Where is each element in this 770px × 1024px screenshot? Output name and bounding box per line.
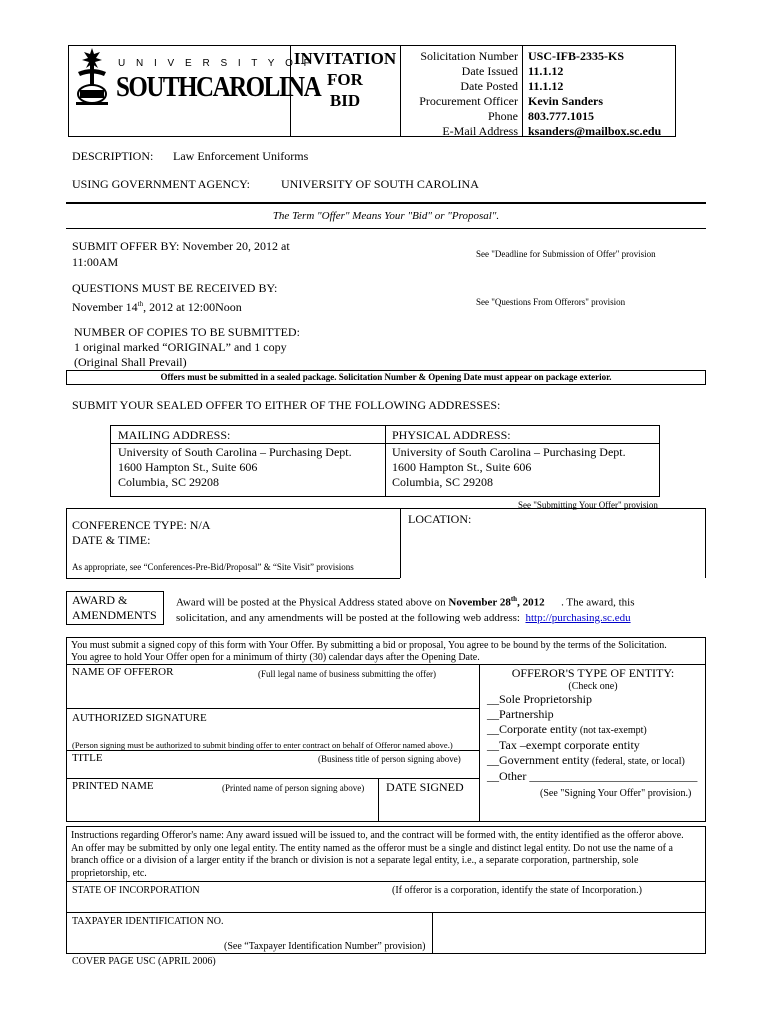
award-text — [176, 592, 635, 626]
name-of-offeror-label: NAME OF OFFEROR — [72, 666, 174, 678]
conference-type: CONFERENCE TYPE: N/A — [72, 518, 211, 532]
entity-option-note: (not tax-exempt) — [577, 725, 647, 736]
title-line-2: FOR — [327, 70, 363, 89]
copies-line-2: 1 original marked “ORIGINAL” and 1 copy — [74, 340, 287, 354]
title-hint: (Business title of person signing above) — [318, 754, 461, 764]
entity-option-tax-exempt[interactable] — [487, 738, 697, 753]
entity-option-other[interactable] — [487, 769, 697, 784]
printed-name-field[interactable] — [72, 796, 372, 818]
copies-line-3: (Original Shall Prevail) — [74, 355, 187, 369]
submit-offer-note: See "Deadline for Submission of Offer" provision — [476, 249, 656, 259]
info-labels — [402, 49, 518, 139]
state-of-incorporation-label: STATE OF INCORPORATION — [72, 885, 200, 896]
printed-name-hint: (Printed name of person signing above) — [222, 783, 365, 793]
state-of-incorporation-field[interactable] — [72, 898, 692, 910]
entity-option-label: Government entity — [499, 753, 590, 767]
phone-label: Phone — [488, 109, 518, 123]
email-value[interactable]: ksanders@mailbox.sc.edu — [528, 124, 662, 138]
description-label: DESCRIPTION: — [72, 149, 154, 163]
mailing-line-2: 1600 Hampton St., Suite 606 — [118, 460, 258, 474]
authorized-signature-field[interactable] — [72, 726, 472, 738]
physical-address-lines — [392, 445, 626, 490]
submit-offer-by — [72, 238, 290, 270]
name-of-offeror-hint: (Full legal name of business submitting the offer) — [258, 669, 437, 679]
entity-option-label: Other ____________________________ — [499, 769, 698, 783]
mailing-address-lines — [118, 445, 352, 490]
mailing-line-3: Columbia, SC 29208 — [118, 475, 220, 489]
date-posted-value: 11.1.12 — [528, 79, 564, 93]
authorized-signature-label: AUTHORIZED SIGNATURE — [72, 712, 207, 724]
date-posted-label: Date Posted — [460, 79, 518, 93]
signed-notice-line-1: You must submit a signed copy of this form with Your Offer. By submitting a bid or proposal, You agree to be bound by the terms of the Solicitation. — [71, 640, 667, 651]
mailing-address-label: MAILING ADDRESS: — [118, 428, 231, 442]
questions-line-1: QUESTIONS MUST BE RECEIVED BY: — [72, 281, 278, 295]
entity-checkbox[interactable]: __ — [487, 722, 499, 736]
description-value: Law Enforcement Uniforms — [173, 149, 309, 163]
taxpayer-id-hint: (See “Taxpayer Identification Number” provision) — [224, 941, 426, 952]
instructions-line-2: An offer may be submitted by only one legal entity. The entity named as the offeror must be a single and distinct legal entity. Do not use the name of a — [71, 842, 673, 854]
award-year: , 2012 — [517, 596, 545, 609]
award-text-pre: Award will be posted at the Physical Address stated above on — [176, 596, 449, 609]
agency-value: UNIVERSITY OF SOUTH CAROLINA — [281, 177, 479, 191]
entity-checkbox[interactable]: __ — [487, 769, 499, 783]
purchasing-link[interactable]: http://purchasing.sc.edu — [525, 611, 631, 624]
award-date: November 28 — [448, 596, 511, 609]
date-issued-value: 11.1.12 — [528, 64, 564, 78]
procurement-officer-label: Procurement Officer — [419, 94, 518, 108]
questions-line-2 — [72, 296, 277, 315]
entity-heading: OFFEROR'S TYPE OF ENTITY: — [511, 666, 675, 680]
entity-checkbox[interactable]: __ — [487, 692, 499, 706]
footer-form-id: COVER PAGE USC (APRIL 2006) — [72, 956, 216, 967]
logo-top-text: U N I V E R S I T Y O F — [118, 58, 314, 69]
award-text-line-2 — [176, 611, 635, 626]
authorized-signature-hint: (Person signing must be authorized to submit binding offer to enter contract on behalf of Offeror named above.) — [72, 740, 453, 750]
entity-option-label: Corporate entity — [499, 722, 578, 736]
entity-option-label: Tax –exempt corporate entity — [499, 738, 640, 752]
sealed-note: Offers must be submitted in a sealed package. Solicitation Number & Opening Date must appear on package exterior. — [160, 372, 612, 382]
entity-option-partnership[interactable] — [487, 707, 697, 722]
award-text-2: solicitation, and any amendments will be posted at the following web address: — [176, 611, 526, 624]
phone-value: 803.777.1015 — [528, 109, 594, 123]
physical-address-label: PHYSICAL ADDRESS: — [392, 428, 511, 442]
name-of-offeror-field[interactable] — [72, 680, 472, 704]
conference-info — [72, 518, 210, 548]
award-label-line-1: AWARD & — [72, 593, 128, 607]
title-line-3: BID — [329, 91, 361, 110]
date-signed-label: DATE SIGNED — [386, 780, 464, 794]
form-title — [291, 48, 399, 111]
physical-line-1: University of South Carolina – Purchasing Dept. — [392, 445, 626, 459]
university-seal-icon — [72, 46, 112, 108]
entity-option-label: Partnership — [499, 707, 554, 721]
entity-note: (See "Signing Your Offer" provision.) — [540, 788, 692, 799]
submit-offer-line-2: 11:00AM — [72, 255, 119, 269]
term-note: The Term "Offer" Means Your "Bid" or "Proposal". — [272, 210, 500, 222]
questions-note: See "Questions From Offerors" provision — [476, 297, 626, 307]
instructions-text — [71, 830, 684, 880]
entity-option-note: (federal, state, or local) — [589, 756, 685, 767]
info-values — [528, 49, 674, 139]
entity-checkbox[interactable]: __ — [487, 753, 499, 767]
award-label — [72, 593, 157, 623]
submitting-note: See "Submitting Your Offer" provision — [518, 500, 658, 510]
entity-option-label: Sole Proprietorship — [499, 692, 592, 706]
mailing-line-1: University of South Carolina – Purchasing Dept. — [118, 445, 352, 459]
solicitation-number-value: USC-IFB-2335-KS — [528, 49, 625, 63]
title-label: TITLE — [72, 752, 103, 764]
signed-notice-line-2: You agree to hold Your Offer open for a minimum of thirty (30) calendar days after the Opening Date. — [71, 652, 480, 663]
agency-label: USING GOVERNMENT AGENCY: — [72, 177, 251, 191]
award-date-sup: th — [510, 595, 518, 603]
physical-line-2: 1600 Hampton St., Suite 606 — [392, 460, 532, 474]
questions-deadline — [72, 280, 277, 315]
award-text-line-1 — [176, 592, 635, 611]
instructions-line-4: proprietorship, etc. — [71, 867, 147, 879]
state-of-incorporation-hint: (If offeror is a corporation, identify the state of Incorporation.) — [392, 885, 642, 896]
solicitation-number-label: Solicitation Number — [420, 49, 518, 63]
printed-name-label: PRINTED NAME — [72, 780, 154, 792]
questions-time: , 2012 at 12:00Noon — [143, 300, 242, 314]
taxpayer-id-label: TAXPAYER IDENTIFICATION NO. — [72, 916, 224, 927]
copies-block — [74, 325, 300, 370]
date-signed-field[interactable] — [384, 796, 474, 818]
questions-date-sup: th — [137, 300, 144, 308]
conference-note: As appropriate, see “Conferences-Pre-Bid/Proposal” & “Site Visit” provisions — [72, 562, 354, 572]
questions-date: November 14 — [72, 300, 138, 314]
title-field[interactable] — [72, 765, 472, 777]
entity-option-government[interactable] — [487, 753, 697, 769]
submit-offer-line-1: SUBMIT OFFER BY: November 20, 2012 at — [72, 239, 290, 253]
signed-notice — [71, 640, 667, 664]
copies-line-1: NUMBER OF COPIES TO BE SUBMITTED: — [74, 325, 300, 339]
procurement-officer-value: Kevin Sanders — [528, 94, 604, 108]
physical-line-3: Columbia, SC 29208 — [392, 475, 494, 489]
award-label-line-2: AMENDMENTS — [72, 608, 157, 622]
email-label: E-Mail Address — [442, 124, 518, 138]
entity-subheading: (Check one) — [568, 681, 618, 692]
date-issued-label: Date Issued — [461, 64, 518, 78]
logo-main-text: SOUTHCAROLINA — [116, 72, 321, 104]
entity-checkbox[interactable]: __ — [487, 738, 499, 752]
entity-checkbox[interactable]: __ — [487, 707, 499, 721]
award-text-post: . The award, this — [544, 596, 635, 609]
instructions-line-1: Instructions regarding Offeror's name: Any award issued will be issued to, and the contract will be formed with, the entity identified as the offeror above. — [71, 830, 684, 841]
instructions-line-3: branch office or a division of a larger entity if the branch or division is not a separate legal entity, i.e., a separate corporation, partnership, sole — [71, 855, 639, 866]
entity-options — [487, 692, 697, 784]
conference-date-time: DATE & TIME: — [72, 533, 151, 547]
entity-option-sole-proprietorship[interactable] — [487, 692, 697, 707]
title-line-1: INVITATION — [293, 49, 397, 68]
entity-option-corporate[interactable] — [487, 722, 697, 738]
addresses-heading: SUBMIT YOUR SEALED OFFER TO EITHER OF THE FOLLOWING ADDRESSES: — [72, 398, 501, 412]
location-label: LOCATION: — [408, 512, 472, 526]
taxpayer-id-field[interactable] — [72, 928, 422, 940]
